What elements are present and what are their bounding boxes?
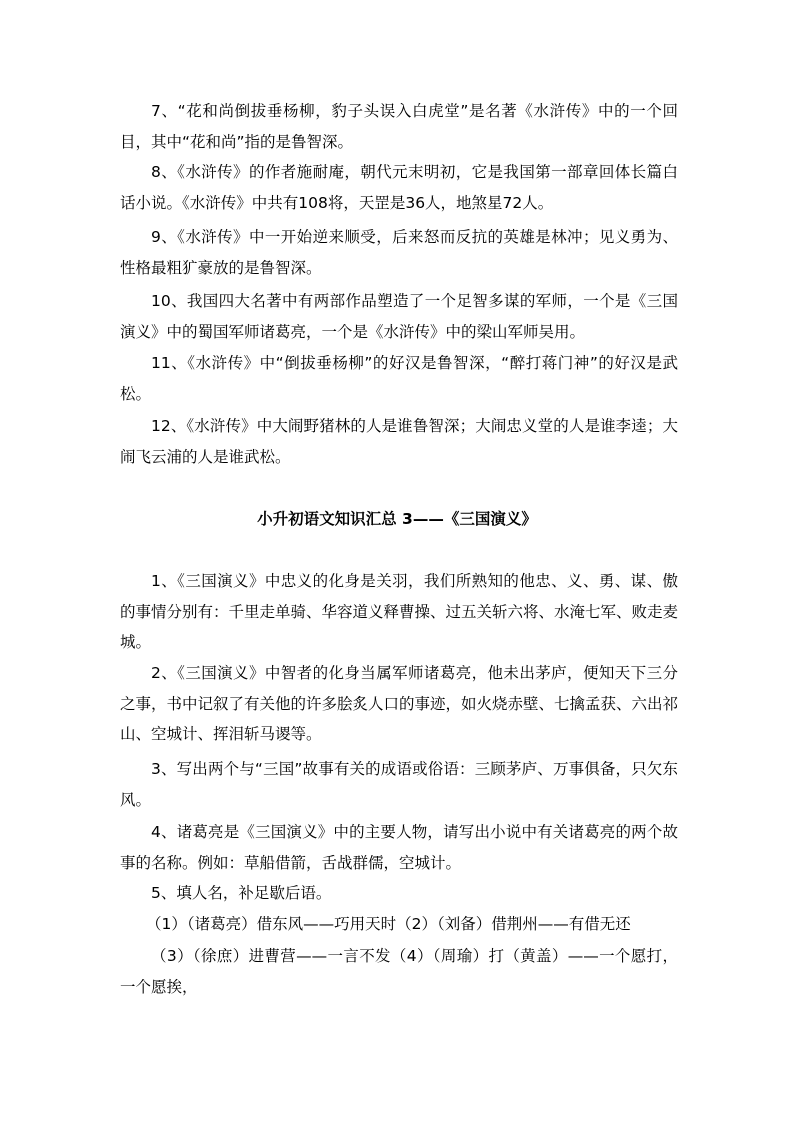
- list-item: 7、“花和尚倒拔垂杨柳，豹子头误入白虎堂”是名著《水浒传》中的一个回目，其中“花和尚”指的是鲁智深。: [120, 102, 678, 151]
- list-item: 2、《三国演义》中智者的化身当属军师诸葛亮，他未出茅庐，便知天下三分之事，书中记叙了有关他的许多脍炙人口的事迹，如火烧赤壁、七擒孟获、六出祁山、空城计、挥泪斩马谡等。: [120, 664, 679, 743]
- list-item: 1、《三国演义》中忠义的化身是关羽，我们所熟知的他忠、义、勇、谋、傲的事情分别有：千里走单骑、华容道义释曹操、过五关斩六将、水淹七军、败走麦城。: [120, 572, 679, 651]
- list-item: 4、诸葛亮是《三国演义》中的主要人物，请写出小说中有关诸葛亮的两个故事的名称。例如：草船借箭，舌战群儒，空城计。: [120, 823, 678, 872]
- list-item: 9、《水浒传》中一开始逆来顺受，后来怒而反抗的英雄是林冲；见义勇为、性格最粗犷豪放的是鲁智深。: [120, 228, 678, 277]
- section-title: 小升初语文知识汇总 3——《三国演义》: [257, 510, 537, 528]
- list-sub-item: （3）（徐庶）进曹营——一言不发（4）（周瑜）打（黄盖）——一个愿打，一个愿挨，: [120, 947, 678, 996]
- list-sub-item: （1）（诸葛亮）借东风——巧用天时（2）（刘备）借荆州——有借无还: [146, 915, 631, 933]
- list-item: 8、《水浒传》的作者施耐庵，朝代元末明初，它是我国第一部章回体长篇白话小说。《水浒传》中共有108将，天罡是36人，地煞星72人。: [120, 163, 678, 212]
- list-item: 3、写出两个与“三国”故事有关的成语或俗语：三顾茅庐、万事俱备，只欠东风。: [120, 760, 678, 809]
- list-item: 12、《水浒传》中大闹野猪林的人是谁鲁智深；大闹忠义堂的人是谁李逵；大闹飞云浦的人是谁武松。: [120, 417, 678, 466]
- list-item: 11、《水浒传》中“倒拔垂杨柳”的好汉是鲁智深，“醉打蒋门神”的好汉是武松。: [120, 354, 678, 403]
- list-item: 5、填人名，补足歇后语。: [151, 884, 332, 902]
- list-item: 10、我国四大名著中有两部作品塑造了一个足智多谋的军师，一个是《三国演义》中的蜀国军师诸葛亮，一个是《水浒传》中的梁山军师吴用。: [120, 292, 678, 341]
